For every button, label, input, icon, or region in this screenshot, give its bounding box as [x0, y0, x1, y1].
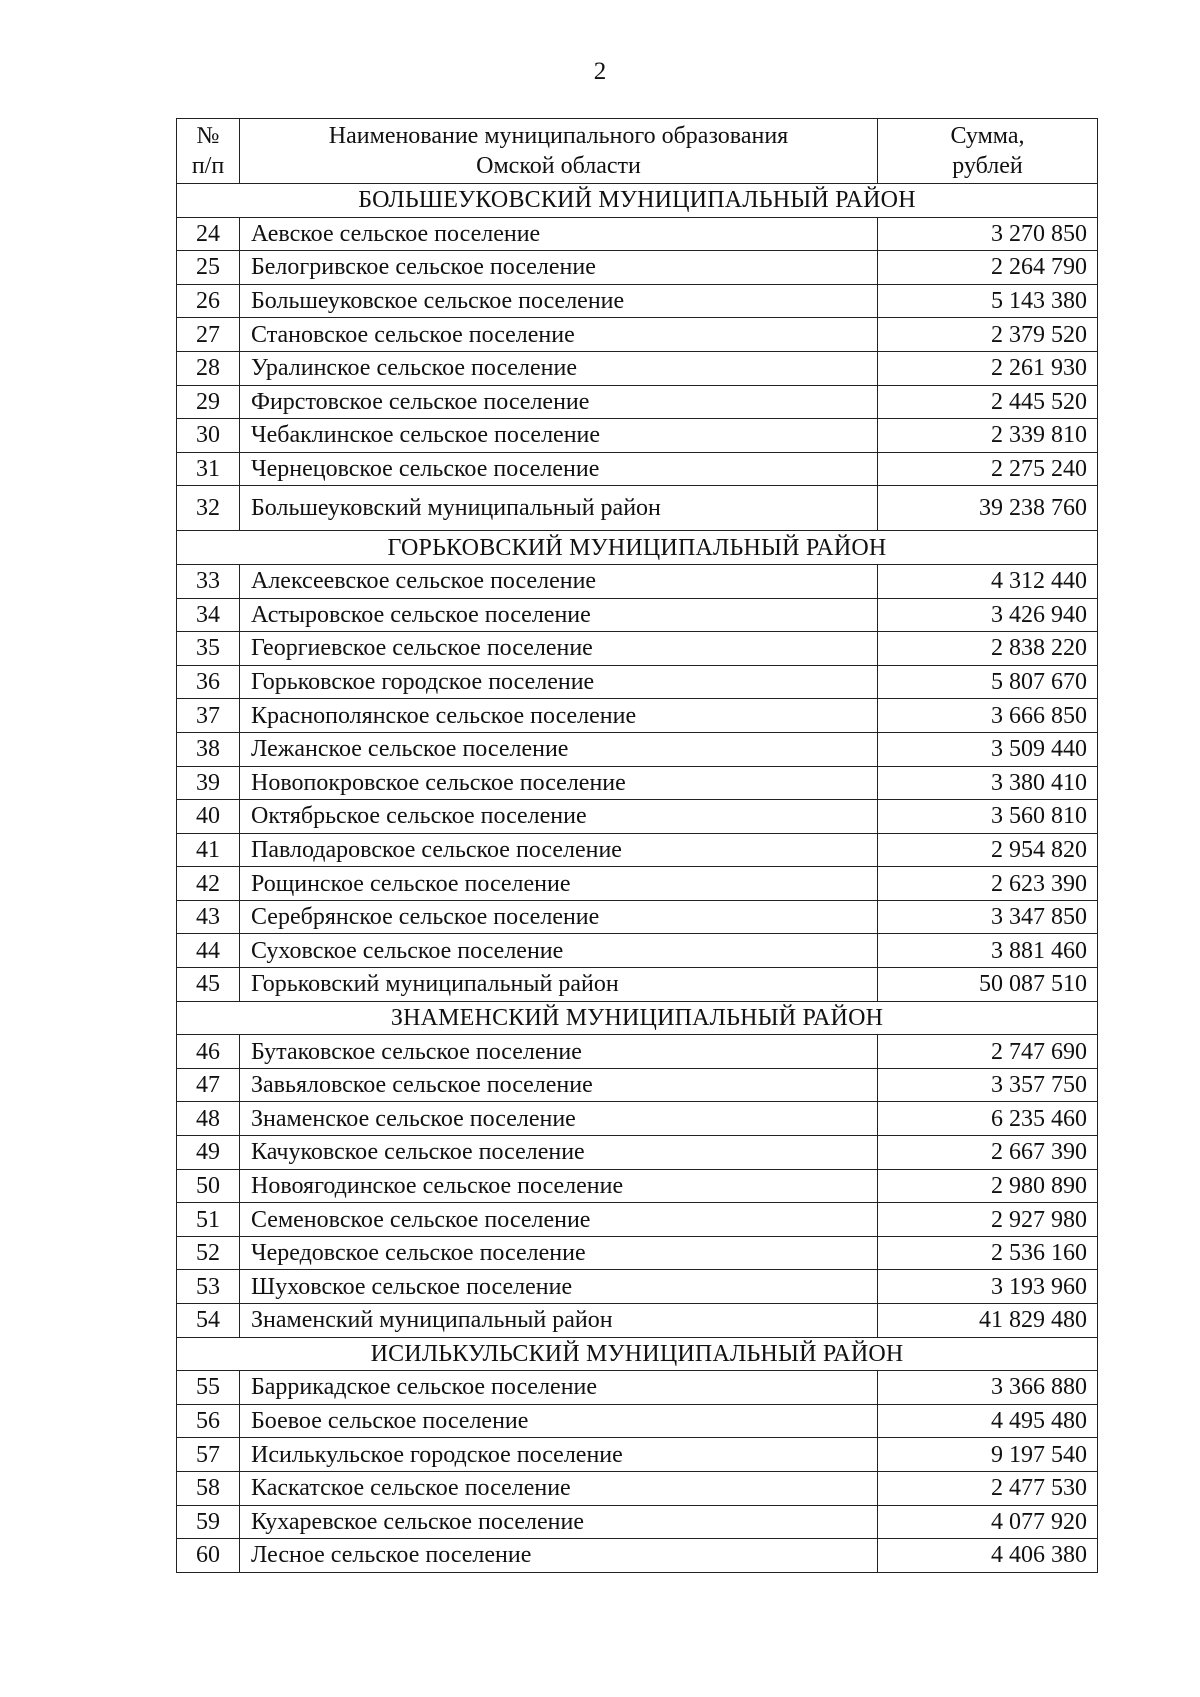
table-row [177, 1471, 1098, 1505]
row-number: 44 [177, 934, 240, 968]
table-row [177, 800, 1098, 834]
header-name-line2: Омской области [476, 153, 641, 179]
table-row [177, 598, 1098, 632]
row-number: 37 [177, 699, 240, 733]
row-name: Боевое сельское поселение [240, 1404, 878, 1438]
row-number: 32 [177, 486, 240, 531]
table-row [177, 486, 1098, 531]
row-number: 55 [177, 1371, 240, 1405]
row-name: Становское сельское поселение [240, 318, 878, 352]
row-name: Белогривское сельское поселение [240, 251, 878, 285]
row-sum: 4 406 380 [878, 1539, 1098, 1573]
row-number: 34 [177, 598, 240, 632]
row-name: Горьковское городское поселение [240, 665, 878, 699]
row-sum: 3 347 850 [878, 900, 1098, 934]
header-sum [878, 119, 1098, 184]
row-name: Завьяловское сельское поселение [240, 1068, 878, 1102]
row-number: 50 [177, 1169, 240, 1203]
row-sum: 3 357 750 [878, 1068, 1098, 1102]
row-number: 59 [177, 1505, 240, 1539]
table-row [177, 1270, 1098, 1304]
table-row [177, 385, 1098, 419]
table-row [177, 1371, 1098, 1405]
row-sum: 2 275 240 [878, 452, 1098, 486]
table-row [177, 867, 1098, 901]
row-name: Исилькульское городское поселение [240, 1438, 878, 1472]
row-number: 58 [177, 1471, 240, 1505]
table-row [177, 351, 1098, 385]
allocation-table [176, 118, 1098, 1573]
row-name: Кухаревское сельское поселение [240, 1505, 878, 1539]
row-number: 24 [177, 217, 240, 251]
row-name: Качуковское сельское поселение [240, 1136, 878, 1170]
row-number: 54 [177, 1304, 240, 1338]
row-number: 35 [177, 632, 240, 666]
row-sum: 2 623 390 [878, 867, 1098, 901]
table-row [177, 1068, 1098, 1102]
row-number: 48 [177, 1102, 240, 1136]
section-row [177, 1001, 1098, 1035]
header-name-line1: Наименование муниципального образования [328, 123, 789, 149]
row-name: Серебрянское сельское поселение [240, 900, 878, 934]
table-row [177, 900, 1098, 934]
table-row [177, 1169, 1098, 1203]
row-name: Аевское сельское поселение [240, 217, 878, 251]
header-name [240, 119, 878, 184]
table-header [177, 119, 1098, 184]
row-name: Суховское сельское поселение [240, 934, 878, 968]
row-name: Каскатское сельское поселение [240, 1471, 878, 1505]
table-row [177, 217, 1098, 251]
row-name: Павлодаровское сельское поселение [240, 833, 878, 867]
row-sum: 9 197 540 [878, 1438, 1098, 1472]
row-name: Новопокровское сельское поселение [240, 766, 878, 800]
row-sum: 2 667 390 [878, 1136, 1098, 1170]
row-number: 31 [177, 452, 240, 486]
header-number-line1: № [196, 123, 220, 149]
table-row [177, 632, 1098, 666]
table-row [177, 766, 1098, 800]
table-row [177, 1438, 1098, 1472]
section-title: БОЛЬШЕУКОВСКИЙ МУНИЦИПАЛЬНЫЙ РАЙОН [177, 184, 1098, 218]
row-sum: 4 077 920 [878, 1505, 1098, 1539]
header-number [177, 119, 240, 184]
row-sum: 2 477 530 [878, 1471, 1098, 1505]
table-row [177, 1035, 1098, 1069]
row-name: Чернецовское сельское поселение [240, 452, 878, 486]
table-row [177, 699, 1098, 733]
row-number: 40 [177, 800, 240, 834]
row-sum: 2 536 160 [878, 1236, 1098, 1270]
row-sum: 2 927 980 [878, 1203, 1098, 1237]
row-number: 25 [177, 251, 240, 285]
row-number: 38 [177, 732, 240, 766]
row-name: Чередовское сельское поселение [240, 1236, 878, 1270]
table-body [177, 184, 1098, 1573]
row-number: 41 [177, 833, 240, 867]
row-number: 49 [177, 1136, 240, 1170]
row-name: Алексеевское сельское поселение [240, 564, 878, 598]
row-sum: 2 445 520 [878, 385, 1098, 419]
row-sum: 3 270 850 [878, 217, 1098, 251]
row-number: 60 [177, 1539, 240, 1573]
row-name: Шуховское сельское поселение [240, 1270, 878, 1304]
table-row [177, 1505, 1098, 1539]
row-number: 43 [177, 900, 240, 934]
row-sum: 39 238 760 [878, 486, 1098, 531]
row-sum: 3 560 810 [878, 800, 1098, 834]
table-row [177, 1539, 1098, 1573]
row-sum: 3 509 440 [878, 732, 1098, 766]
row-sum: 3 193 960 [878, 1270, 1098, 1304]
row-name: Октябрьское сельское поселение [240, 800, 878, 834]
row-number: 33 [177, 564, 240, 598]
row-name: Баррикадское сельское поселение [240, 1371, 878, 1405]
row-number: 39 [177, 766, 240, 800]
row-name: Горьковский муниципальный район [240, 968, 878, 1002]
row-number: 42 [177, 867, 240, 901]
header-sum-line2: рублей [952, 153, 1023, 179]
row-number: 27 [177, 318, 240, 352]
table-row [177, 318, 1098, 352]
table-row [177, 934, 1098, 968]
row-sum: 4 312 440 [878, 564, 1098, 598]
row-number: 26 [177, 284, 240, 318]
table-row [177, 1404, 1098, 1438]
row-sum: 2 261 930 [878, 351, 1098, 385]
row-name: Семеновское сельское поселение [240, 1203, 878, 1237]
row-sum: 3 380 410 [878, 766, 1098, 800]
header-number-line2: п/п [191, 153, 225, 179]
row-number: 46 [177, 1035, 240, 1069]
table-row [177, 1304, 1098, 1338]
row-sum: 6 235 460 [878, 1102, 1098, 1136]
table-row [177, 732, 1098, 766]
row-name: Краснополянское сельское поселение [240, 699, 878, 733]
row-sum: 4 495 480 [878, 1404, 1098, 1438]
table-row [177, 1236, 1098, 1270]
row-sum: 3 426 940 [878, 598, 1098, 632]
section-row [177, 531, 1098, 565]
row-sum: 41 829 480 [878, 1304, 1098, 1338]
row-name: Фирстовское сельское поселение [240, 385, 878, 419]
row-sum: 5 143 380 [878, 284, 1098, 318]
row-name: Знаменское сельское поселение [240, 1102, 878, 1136]
header-sum-line1: Сумма, [950, 123, 1025, 149]
row-number: 45 [177, 968, 240, 1002]
row-number: 56 [177, 1404, 240, 1438]
table-row [177, 665, 1098, 699]
row-number: 53 [177, 1270, 240, 1304]
table-row [177, 251, 1098, 285]
table-row [177, 1203, 1098, 1237]
table-row [177, 1136, 1098, 1170]
table-row [177, 1102, 1098, 1136]
table-row [177, 968, 1098, 1002]
row-name: Знаменский муниципальный район [240, 1304, 878, 1338]
row-name: Лежанское сельское поселение [240, 732, 878, 766]
section-title: ИСИЛЬКУЛЬСКИЙ МУНИЦИПАЛЬНЫЙ РАЙОН [177, 1337, 1098, 1371]
row-name: Новоягодинское сельское поселение [240, 1169, 878, 1203]
row-sum: 2 980 890 [878, 1169, 1098, 1203]
row-number: 30 [177, 419, 240, 453]
table-row [177, 564, 1098, 598]
row-number: 52 [177, 1236, 240, 1270]
row-name: Большеуковское сельское поселение [240, 284, 878, 318]
table-row [177, 452, 1098, 486]
row-name: Лесное сельское поселение [240, 1539, 878, 1573]
header-row [177, 119, 1098, 184]
row-number: 36 [177, 665, 240, 699]
row-name: Астыровское сельское поселение [240, 598, 878, 632]
row-sum: 3 666 850 [878, 699, 1098, 733]
section-row [177, 184, 1098, 218]
section-title: ГОРЬКОВСКИЙ МУНИЦИПАЛЬНЫЙ РАЙОН [177, 531, 1098, 565]
row-sum: 2 747 690 [878, 1035, 1098, 1069]
row-sum: 5 807 670 [878, 665, 1098, 699]
row-name: Уралинское сельское поселение [240, 351, 878, 385]
section-title: ЗНАМЕНСКИЙ МУНИЦИПАЛЬНЫЙ РАЙОН [177, 1001, 1098, 1035]
table-row [177, 419, 1098, 453]
row-sum: 3 881 460 [878, 934, 1098, 968]
page-number: 2 [593, 58, 607, 85]
row-sum: 2 264 790 [878, 251, 1098, 285]
row-number: 47 [177, 1068, 240, 1102]
row-number: 51 [177, 1203, 240, 1237]
row-name: Большеуковский муниципальный район [240, 486, 878, 531]
row-name: Рощинское сельское поселение [240, 867, 878, 901]
row-name: Бутаковское сельское поселение [240, 1035, 878, 1069]
row-number: 29 [177, 385, 240, 419]
row-sum: 2 954 820 [878, 833, 1098, 867]
row-name: Георгиевское сельское поселение [240, 632, 878, 666]
row-sum: 50 087 510 [878, 968, 1098, 1002]
row-sum: 2 339 810 [878, 419, 1098, 453]
row-sum: 3 366 880 [878, 1371, 1098, 1405]
section-row [177, 1337, 1098, 1371]
row-name: Чебаклинское сельское поселение [240, 419, 878, 453]
table-row [177, 833, 1098, 867]
row-number: 28 [177, 351, 240, 385]
row-number: 57 [177, 1438, 240, 1472]
table-row [177, 284, 1098, 318]
row-sum: 2 379 520 [878, 318, 1098, 352]
row-sum: 2 838 220 [878, 632, 1098, 666]
